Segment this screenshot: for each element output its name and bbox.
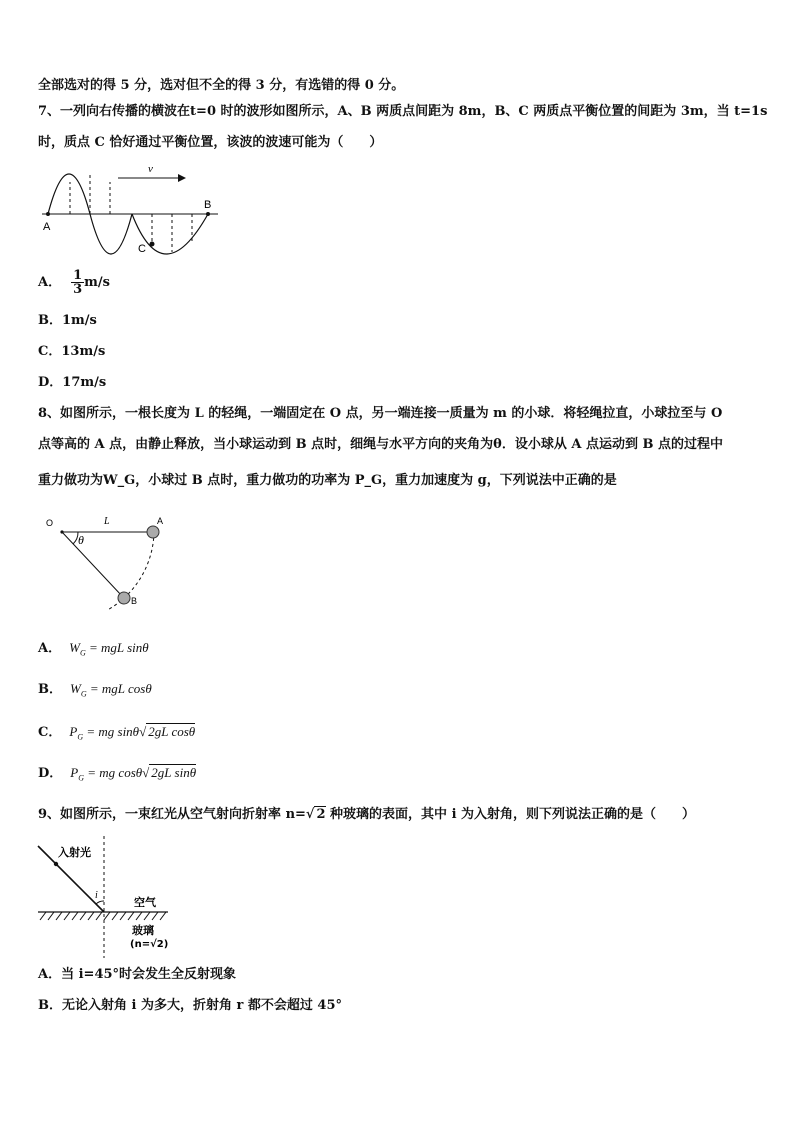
q9-stem: 9、如图所示，一束红光从空气射向折射率 n=√ 2 种玻璃的表面，其中 i 为入射角，则下列说法正确的是（ ） <box>38 807 696 822</box>
q7-option-a[interactable]: A． $\frac{1}{3}$ m/s <box>38 268 110 297</box>
q7-stem-line2: 时，质点 C 恰好通过平衡位置，该波的波速可能为（ ） <box>38 135 383 150</box>
q8-option-d[interactable]: D． $P_G$ = mg cosθ√ 2gL sinθ <box>38 765 197 783</box>
q8-option-b[interactable]: B． $W_G$ = mgL cosθ <box>38 681 152 699</box>
q9-label-air: 空气 <box>134 896 156 909</box>
q8-ball-b <box>118 592 130 604</box>
q8-label-b: B <box>131 596 138 606</box>
q7-option-d[interactable]: D．17m/s <box>38 375 107 390</box>
q8-stem-line2: 点等高的 A 点，由静止释放，当小球运动到 B 点时，细绳与水平方向的夹角为θ．设小球从 A 点运动到 B 点的过程中 <box>38 437 724 452</box>
q8-option-c[interactable]: C． $P_G$ = mg sinθ√ 2gL cosθ <box>38 724 196 742</box>
q8-label-o: O <box>46 518 54 528</box>
q9-surface-hatch <box>40 912 166 920</box>
q7-arrowhead <box>178 174 186 182</box>
q8-option-a[interactable]: A． $W_G$ = mgL sinθ <box>38 640 149 658</box>
q9-angle-arc <box>96 901 104 904</box>
q7-stem-line1: 7、一列向右传播的横波在t=0 时的波形如图所示，A、B 两质点间距为 8m，B、C 两质点平衡位置的间距为 3m，当 t=1s <box>38 104 768 119</box>
q8-label-l: L <box>104 516 110 527</box>
q9-label-n: (n=√2) <box>130 939 169 950</box>
q9-label-ray: 入射光 <box>58 846 91 859</box>
q8-pendulum-figure <box>38 510 178 610</box>
q7-point-a <box>46 212 50 216</box>
q7-label-b: B <box>204 199 212 211</box>
q7-label-v: v <box>148 163 153 175</box>
q8-string-ob <box>62 532 122 596</box>
q7-point-c <box>150 242 155 247</box>
q9-label-glass: 玻璃 <box>132 924 154 937</box>
scoring-note: 全部选对的得 5 分，选对但不全的得 3 分，有选错的得 0 分。 <box>38 78 405 93</box>
q7-label-c: C <box>138 243 146 255</box>
q8-label-a: A <box>157 516 164 526</box>
q9-label-i: i <box>95 890 98 901</box>
q8-stem-line1: 8、如图所示，一根长度为 L 的轻绳，一端固定在 O 点，另一端连接一质量为 m 的小球．将轻绳拉直，小球拉至与 O <box>38 406 723 421</box>
q9-refraction-figure <box>36 836 186 960</box>
q7-option-c[interactable]: C．13m/s <box>38 344 106 359</box>
q9-option-b[interactable]: B．无论入射角 i 为多大，折射角 r 都不会超过 45° <box>38 998 343 1013</box>
q8-pivot-o <box>60 530 63 533</box>
q8-ball-a <box>147 526 159 538</box>
q7-wave-figure <box>38 160 228 260</box>
q7-label-a: A <box>43 221 51 233</box>
q7-dashed-lines <box>70 174 192 252</box>
q9-option-a[interactable]: A．当 i=45°时会发生全反射现象 <box>38 967 237 982</box>
q7-option-b[interactable]: B．1m/s <box>38 313 97 328</box>
q8-stem-line3: 重力做功为W_G，小球过 B 点时，重力做功的功率为 P_G，重力加速度为 g，下列说法中正确的是 <box>38 473 617 488</box>
q8-label-theta: θ <box>78 533 84 547</box>
q7-point-b <box>206 212 210 216</box>
q9-ray-marker <box>54 862 58 866</box>
